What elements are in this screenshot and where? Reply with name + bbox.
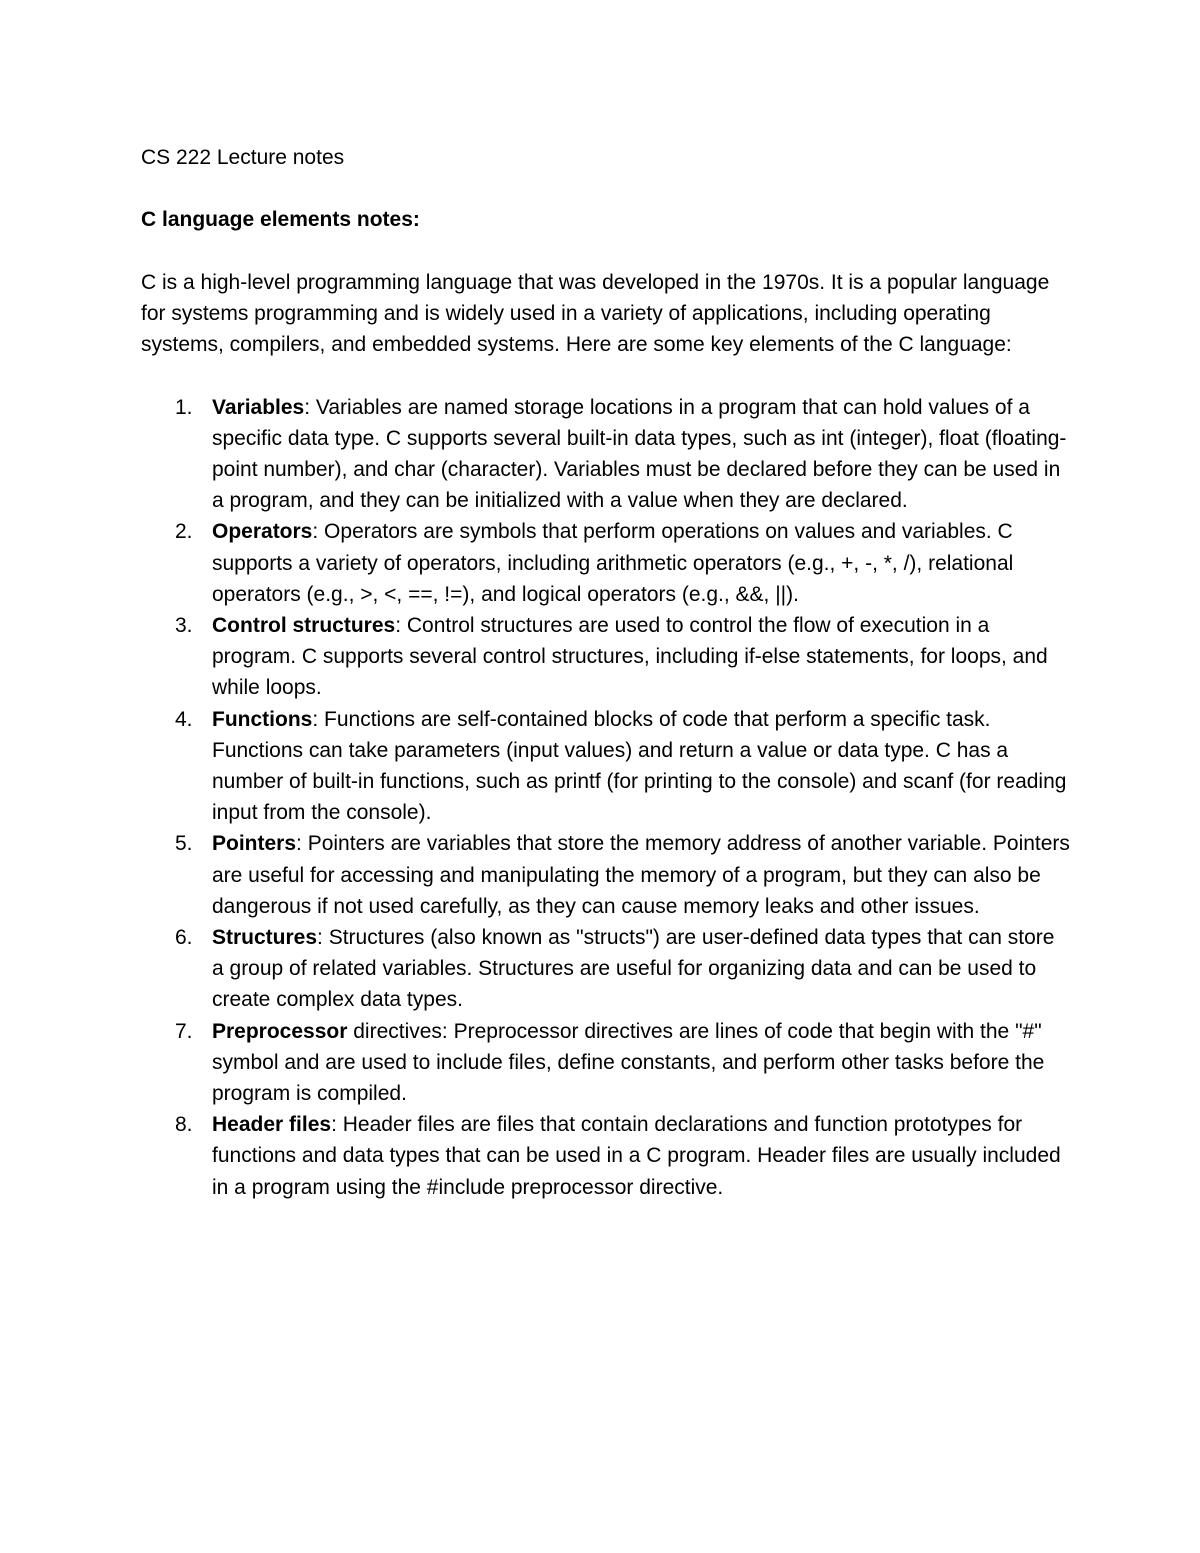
list-item-text: directives: Preprocessor directives are lines of code that begin with the "#" symbol and are used to include files, define constants, and perform other tasks before the program is compiled. xyxy=(212,1019,1045,1106)
list-item-text: Functions are self-contained blocks of code that perform a specific task. Functions can take parameters (input values) and return a value or data type. C has a number of built-in functions, such as printf (for printing to the console) and scanf (for reading input from the console). xyxy=(212,707,1067,825)
list-item-term: Variables xyxy=(212,395,305,419)
list-item-number: 5. xyxy=(175,832,193,856)
list-item-preprocessor-directives xyxy=(141,1016,1071,1110)
list-item-header-files xyxy=(141,1109,1071,1203)
list-item-term: Pointers xyxy=(212,832,297,856)
list-item-structures xyxy=(141,922,1071,1016)
list-item-separator: : xyxy=(317,926,323,950)
list-item-text: Control structures are used to control the flow of execution in a program. C supports several control structures, including if-else statements, for loops, and while loops. xyxy=(212,613,1048,700)
list-item-term: Preprocessor xyxy=(212,1019,348,1043)
intro-paragraph: C is a high-level programming language that was developed in the 1970s. It is a popular language for systems programming and is widely used in a variety of applications, including operating systems, compilers, and embedded systems. Here are some key elements of the C language: xyxy=(141,270,1050,357)
list-item-number: 6. xyxy=(175,926,193,950)
section-heading: C language elements notes: xyxy=(141,208,420,232)
list-item-control-structures xyxy=(141,610,1071,704)
list-item-pointers xyxy=(141,828,1071,922)
list-item-text: Structures (also known as "structs") are user-defined data types that can store a group of related variables. Structures are useful for organizing data and can be used to create complex data types. xyxy=(212,926,1055,1012)
list-item-separator: : xyxy=(331,1113,337,1137)
list-item-separator: : xyxy=(312,707,319,731)
list-item-term: Structures xyxy=(212,926,318,950)
document-body xyxy=(141,142,1071,1203)
list-item-text: Operators are symbols that perform operations on values and variables. C supports a variety of operators, including arithmetic operators (e.g., +, -, *, /), relational operators (e.g., >, <, ==, !=), and logical operators (e.g., &&, ||). xyxy=(212,520,1014,606)
list-item-number: 1. xyxy=(175,395,193,419)
list-item-term: Functions xyxy=(212,707,313,731)
list-item-term: Control structures xyxy=(212,613,396,637)
list-item-text: Header files are files that contain declarations and function prototypes for functions and data types that can be used in a C program. Header files are usually included in a program using the #include preprocessor directive. xyxy=(212,1113,1061,1199)
list-item-number: 2. xyxy=(175,520,193,544)
list-item-separator: : xyxy=(395,613,402,637)
list-item-number: 8. xyxy=(175,1113,193,1137)
list-item-number: 3. xyxy=(175,613,193,637)
list-item-text: Variables are named storage locations in a program that can hold values of a specific data type. C supports several built-in data types, such as int (integer), float (floating-point number), and char (character). Variables must be declared before they can be used in a program, and they can be initialized with a value when they are declared. xyxy=(212,395,1067,513)
list-item-variables xyxy=(141,392,1071,517)
list-item-number: 7. xyxy=(175,1019,193,1043)
list-item-functions xyxy=(141,704,1071,829)
list-item-separator: : xyxy=(304,395,311,419)
list-item-number: 4. xyxy=(175,707,193,731)
list-item-text: Pointers are variables that store the memory address of another variable. Pointers are useful for accessing and manipulating the memory of a program, but they can also be dangerous if not used carefully, as they can cause memory leaks and other issues. xyxy=(212,832,1070,918)
list-item-term: Header files xyxy=(212,1113,332,1137)
list-item-term: Operators xyxy=(212,520,313,544)
list-item-separator: : xyxy=(312,520,319,544)
document-title: CS 222 Lecture notes xyxy=(141,146,345,169)
list-item-operators xyxy=(141,516,1071,610)
list-item-separator: : xyxy=(296,832,302,856)
elements-list xyxy=(141,392,1071,1203)
